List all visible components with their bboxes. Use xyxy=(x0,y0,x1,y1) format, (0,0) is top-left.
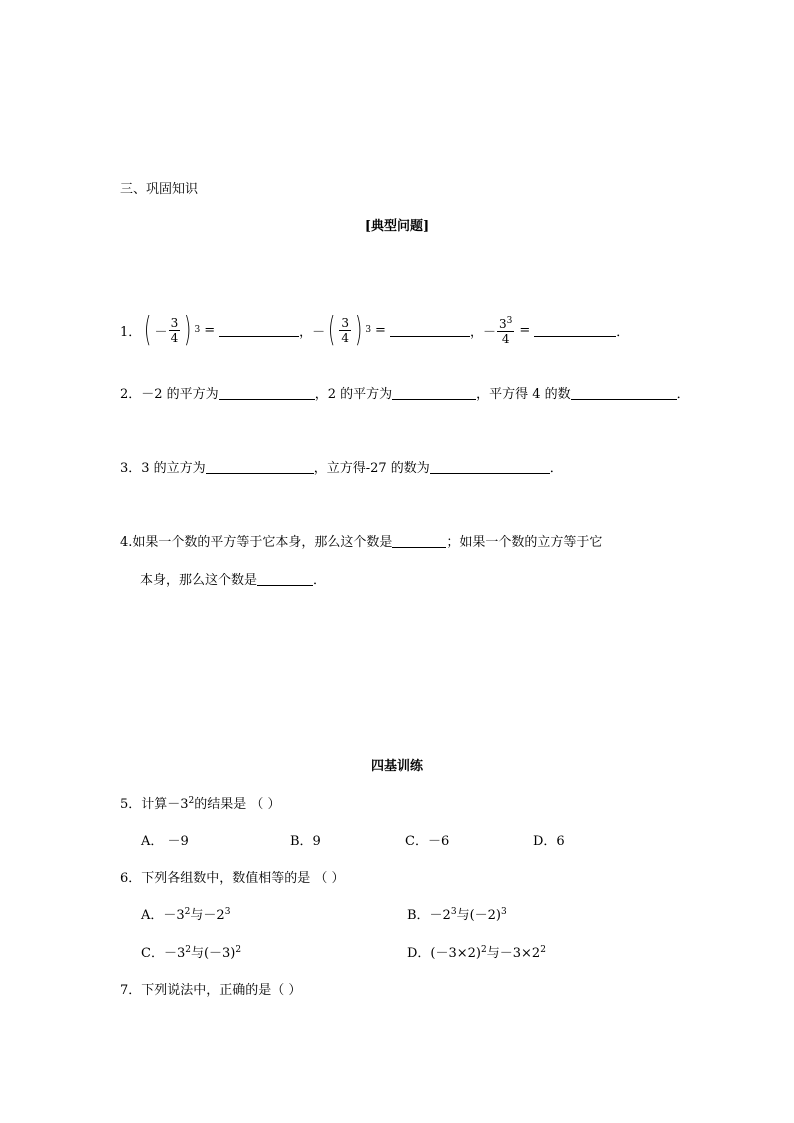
q1-fraction-c: $\frac{3^3}{4}$ xyxy=(498,316,513,346)
subheading-typical-problems: [典型问题] xyxy=(364,219,430,234)
answer-blank-4a[interactable] xyxy=(392,535,446,548)
option-5d[interactable]: D．6 xyxy=(533,834,565,849)
q1-equals-a: = xyxy=(204,322,216,338)
q1-neg-b: － xyxy=(312,324,326,340)
left-paren: ( xyxy=(144,310,152,350)
q1-number: 1． xyxy=(120,324,142,340)
question-4-line-2: 本身，那么这个数是 ． xyxy=(140,573,327,588)
question-5-stem: 5．计算$-3^2$的结果是 （ ） xyxy=(120,796,281,812)
answer-blank-2a[interactable] xyxy=(219,387,315,400)
answer-blank-4b[interactable] xyxy=(257,573,313,586)
q1-neg-c: － xyxy=(482,324,496,340)
q1-end: ． xyxy=(616,324,630,340)
q1-fraction-a: $\frac{3}{4}$ xyxy=(170,315,179,345)
q1-exponent-a: 3 xyxy=(194,325,201,335)
option-5a[interactable]: A． －9 xyxy=(141,834,189,849)
answer-blank-2b[interactable] xyxy=(392,387,476,400)
question-7-stem: 7．下列说法中，正确的是（ ） xyxy=(120,983,302,998)
q1-comma-a: ， xyxy=(299,324,313,340)
q1-fraction-b: $\frac{3}{4}$ xyxy=(341,315,350,345)
answer-blank-2c[interactable] xyxy=(571,387,677,400)
right-paren: ) xyxy=(184,310,192,350)
question-4-line-1: 4.如果一个数的平方等于它本身，那么这个数是 ；如果一个数的立方等于它 xyxy=(120,535,603,550)
answer-blank-1a[interactable] xyxy=(219,324,299,337)
left-paren: ( xyxy=(328,310,336,350)
answer-blank-1c[interactable] xyxy=(534,324,616,337)
option-5c[interactable]: C．－6 xyxy=(405,834,450,849)
answer-blank-3a[interactable] xyxy=(206,461,314,474)
q1-minus: － xyxy=(154,324,168,340)
option-6d[interactable]: D．$(-3\times 2)^2$与$-3\times 2^2$ xyxy=(407,945,546,961)
q1-comma-b: ， xyxy=(469,324,483,340)
right-paren: ) xyxy=(355,310,363,350)
option-6a[interactable]: A．$-3^2$与$-2^3$ xyxy=(141,907,231,923)
section-heading-3: 三、巩固知识 xyxy=(120,182,199,197)
question-3: 3．3 的立方为 ，立方得-27 的数为 ． xyxy=(120,461,563,476)
answer-blank-3b[interactable] xyxy=(430,461,550,474)
option-6b[interactable]: B．$-2^3$与$(-2)^3$ xyxy=(407,907,507,923)
question-2: 2．－2 的平方为 ，2 的平方为 ，平方得 4 的数 ． xyxy=(120,387,690,402)
q1-exponent-b: 3 xyxy=(365,325,372,335)
q1-equals-b: = xyxy=(375,322,386,338)
option-5b[interactable]: B．9 xyxy=(290,834,321,849)
option-6c[interactable]: C．$-3^2$与$(-3)^2$ xyxy=(141,945,242,961)
q1-equals-c: = xyxy=(519,322,531,338)
question-1 xyxy=(120,310,630,350)
section-heading-4: 四基训练 xyxy=(370,759,423,774)
answer-blank-1b[interactable] xyxy=(390,324,470,337)
question-6-stem: 6．下列各组数中，数值相等的是 （ ） xyxy=(120,871,345,886)
